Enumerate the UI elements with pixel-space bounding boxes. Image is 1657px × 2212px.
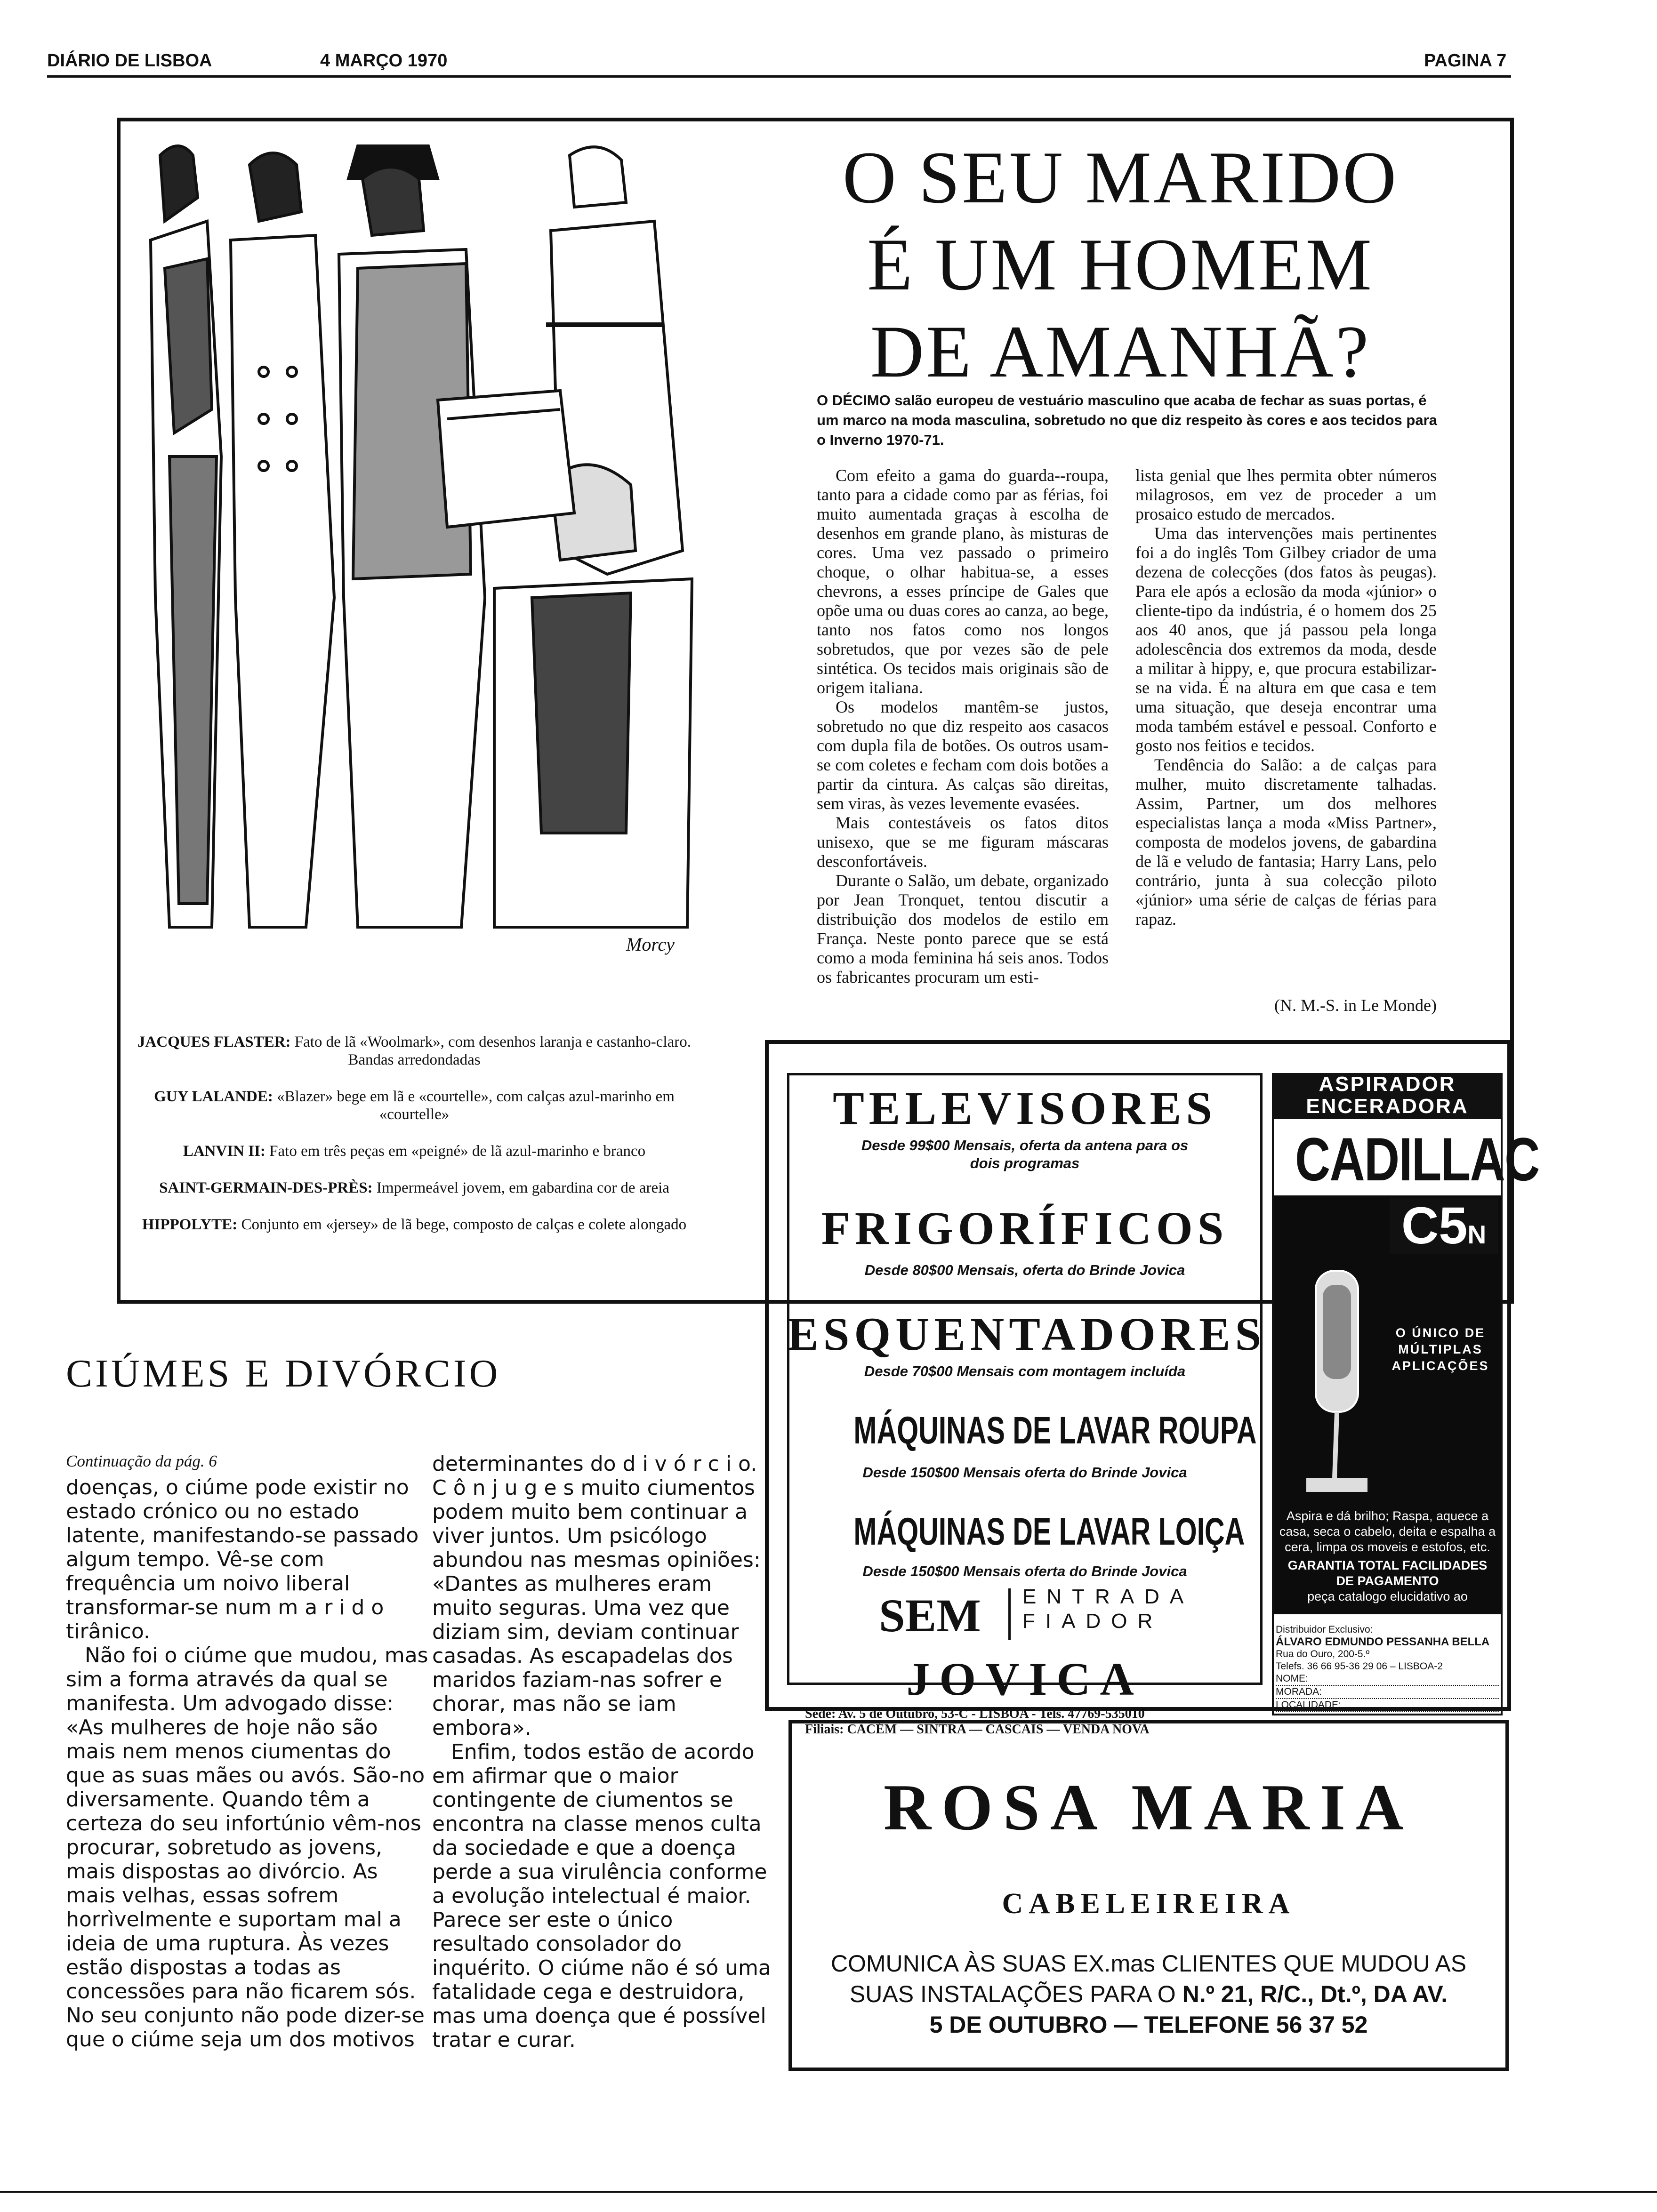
no-deposit-banner — [787, 1579, 1263, 1645]
ad-item-offer: Desde 70$00 Mensais com montagem incluída — [864, 1363, 1186, 1379]
fashion-illustration — [137, 127, 701, 974]
cadillac-order-form: Distribuidor Exclusivo: ÁLVARO EDMUNDO PESSANHA BELLA Rua do Ouro, 200-5.º Telefs. 36 66 95-36 29 06 – LISBOA-2 NOME: MORADA: LOCALIDADE: — [1276, 1624, 1499, 1712]
caption: GUY LALANDE: «Blazer» bege em lã e «courtelle», com calças azul-marinho em «courtelle» — [154, 1088, 675, 1123]
ad-item-offer: Desde 99$00 Mensais, oferta da antena para os dois programas — [861, 1137, 1189, 1171]
entrada-fiador: ENTRADA FIADOR — [1022, 1585, 1194, 1633]
paragraph: lista genial que lhes permita obter números milagrosos, em vez de proceder a um prosaico estudo de mercados. — [1135, 466, 1437, 523]
paragraph: Os modelos mantêm-se justos, sobretudo no que diz respeito aos casacos com dupla fila de botões. Os outros usam-se com coletes e fecham com dois botões a partir da cintura. As calças são direitas, sem viras, às vezes levemente evasées. — [817, 697, 1109, 813]
headline-line-1: O SEU MARIDO — [842, 136, 1399, 219]
ad-item-title: MÁQUINAS DE LAVAR ROUPA — [853, 1409, 1257, 1452]
fashion-column-2 — [1135, 466, 1437, 929]
ad-item-title: FRIGORÍFICOS — [821, 1202, 1229, 1254]
ad-item-offer: Desde 150$00 Mensais oferta do Brinde Jovica — [862, 1563, 1187, 1579]
caption: HIPPOLYTE: Conjunto em «jersey» de lã bege, composto de calças e colete alongado — [142, 1216, 687, 1233]
paragraph: Mais contestáveis os fatos ditos unisexo, que se me figuram máscaras desconfortáveis. — [817, 813, 1109, 871]
branch-list: Filiais: CACÉM — SINTRA — CASCAIS — VENDA NOVA — [805, 1722, 1150, 1737]
illustration-captions — [132, 1033, 697, 1252]
illustration-signature: Morcy — [626, 934, 675, 955]
paragraph: Tendência do Salão: a de calças para mulher, muito discretamente talhadas. Assim, Partner, um dos melhores especialistas lança a moda «Miss Partner», composta de modelos jovens, de gabardina de lã e veludo de fantasia; Harry Lans, pelo contrário, junta à sua colecção piloto «júnior» uma série de calças de férias para rapaz. — [1135, 755, 1437, 929]
name-field[interactable]: NOME: — [1276, 1673, 1499, 1686]
bottom-rule — [0, 2191, 1657, 2193]
sede-address: Sede: Av. 5 de Outubro, 53-C - LISBOA - Tels. 47769-535010 — [805, 1707, 1145, 1721]
cadillac-model: C5N — [1390, 1198, 1498, 1254]
header-rule — [47, 75, 1511, 78]
ciumes-title: CIÚMES E DIVÓRCIO — [66, 1352, 501, 1395]
cadillac-description: Aspira e dá brilho; Raspa, aquece a casa, seca o cabelo, deita e espalha a cera, limpa os moveis e estofos, etc. GARANTIA TOTAL FACILIDADES DE PAGAMENTO peça catalogo elucidativo ao — [1279, 1509, 1496, 1603]
paragraph: determinantes do d i v ó r c i o. C ô n j u g e s muito ciumentos podem muito bem continuar a viver juntos. Um psicólogo abundou nas mesmas opiniões: «Dantes as mulheres eram muito seguras. Uma vez que diziam sim, deviam continuar casadas. As escapadelas dos maridos faziam-nas sofrer e chorar, mas não se iam embora». — [432, 1452, 761, 1740]
cadillac-brand: CADILLAC — [1295, 1125, 1539, 1194]
caption: SAINT-GERMAIN-DES-PRÈS: Impermeável jovem, em gabardina cor de areia — [159, 1179, 669, 1196]
vacuum-cleaner-illustration — [1283, 1266, 1386, 1501]
paragraph: Com efeito a gama do guarda--roupa, tanto para a cidade como par as férias, foi muito aumentada graças à escolha de desenhos em grande plano, às misturas de cores. Uma vez passado o primeiro choque, o olhar habitua-se, a esses chevrons, a esses príncipe de Gales que opõe uma ou duas cores ao canza, ao bege, tanto nos fatos como nos longos sobretudos, que por vezes são de pele sintética. Os tecidos mais originais são de origem italiana. — [817, 466, 1109, 697]
address-field[interactable]: MORADA: — [1276, 1686, 1499, 1699]
headline-line-3: DE AMANHÃ? — [870, 311, 1371, 393]
divider — [1008, 1588, 1011, 1640]
ad-item-offer: Desde 150$00 Mensais oferta do Brinde Jovica — [862, 1464, 1187, 1481]
ad-item-title: ESQUENTADORES — [787, 1308, 1266, 1360]
ad-item-title: TELEVISORES — [833, 1082, 1217, 1134]
paragraph: Enfim, todos estão de acordo em afirmar que o maior contingente de ciumentos se encontra na classe menos culta da sociedade e que a doença perde a sua virulência conforme a evolução intelectual é maior. Parece ser este o único resultado consolador do inquérito. O ciúme não é só uma fatalidade cega e destruidora, mas uma doença que é possível tratar e curar. — [432, 1740, 771, 2052]
paragraph: Durante o Salão, um debate, organizado por Jean Tronquet, tentou discutir a distribuição dos modelos de estilo em França. Neste ponto parece que se está como a moda feminina há seis anos. Todos os fabricantes procuram um esti- — [817, 871, 1109, 986]
page-number: PAGINA 7 — [1424, 51, 1507, 71]
rosa-maria-notice: COMUNICA ÀS SUAS EX.mas CLIENTES QUE MUDOU AS SUAS INSTALAÇÕES PARA O N.º 21, R/C., Dt.º, DA AV. 5 DE OUTUBRO — TELEFONE 56 37 52 — [830, 1950, 1467, 2038]
paragraph: Uma das intervenções mais pertinentes foi a do inglês Tom Gilbey criador de uma dezena de colecções (dos fatos às peugas). Para ele após a eclosão da moda «júnior» o cliente-tipo da indústria, é o homem dos 25 aos 40 anos, que já passou pela longa adolescência dos extremos da moda, desde a militar à hippy, e, que procura estabilizar-se na vida. É na altura em que casa e tem uma situação, que deseja encontrar uma moda também estável e pessoal. Conforto e gosto nos feitios e tecidos. — [1135, 524, 1437, 755]
ad-item-title: MÁQUINAS DE LAVAR LOIÇA — [853, 1510, 1245, 1553]
headline-line-2: É UM HOMEM — [867, 224, 1374, 306]
continuation-note: Continuação da pág. 6 — [66, 1452, 217, 1470]
caption: JACQUES FLASTER: Fato de lã «Woolmark», com desenhos laranja e castanho-claro. Bandas arredondadas — [137, 1034, 691, 1068]
fashion-column-1 — [817, 466, 1109, 987]
fashion-headline — [814, 134, 1426, 395]
ciumes-column-2 — [432, 1452, 776, 2052]
ciumes-column-1 — [66, 1475, 433, 2052]
jovica-brand: JOVICA — [906, 1653, 1143, 1705]
caption: LANVIN II: Fato em três peças em «peigné» de lã azul-marinho e branco — [183, 1143, 646, 1160]
newspaper-name: DIÁRIO DE LISBOA — [47, 51, 212, 71]
paragraph: doenças, o ciúme pode existir no estado crónico ou no estado latente, manifestando-se passado algum tempo. Vê-se com frequência um noivo liberal transformar-se num m a r i d o tirânico. — [66, 1475, 419, 1643]
cadillac-product-type: ASPIRADOR ENCERADORA — [1272, 1073, 1503, 1119]
sem-label: SEM — [879, 1589, 981, 1642]
locality-field[interactable]: LOCALIDADE: — [1276, 1699, 1499, 1712]
fashion-lede: O DÉCIMO salão europeu de vestuário masculino que acaba de fechar as suas portas, é um marco na moda masculina, sobretudo no que diz respeito às cores e aos tecidos para o Inverno 1970-71. — [817, 392, 1437, 448]
rosa-maria-title: ROSA MARIA — [883, 1771, 1414, 1844]
issue-date: 4 MARÇO 1970 — [320, 51, 448, 71]
ad-item-offer: Desde 80$00 Mensais, oferta do Brinde Jovica — [864, 1262, 1185, 1278]
cadillac-unique-claim: O ÚNICO DE MÚLTIPLAS APLICAÇÕES — [1392, 1326, 1489, 1373]
rosa-maria-subtitle: CABELEIREIRA — [1002, 1888, 1295, 1920]
paragraph: Não foi o ciúme que mudou, mas sim a forma através da qual se manifesta. Um advogado disse: «As mulheres de hoje não são mais nem menos ciumentas do que as suas mães ou avós. São-no diversamente. Quando têm a certeza do seu infortúnio vêm-nos procurar, sobretudo as jovens, mais dispostas ao divórcio. As mais velhas, essas sofrem horrìvelmente e suportam mal a ideia de uma ruptura. Às vezes estão dispostas a todas as concessões para não ficarem sós. No seu conjunto não pode dizer-se que o ciúme seja um dos motivos — [66, 1643, 428, 2052]
article-source: (N. M.-S. in Le Monde) — [1274, 996, 1437, 1015]
